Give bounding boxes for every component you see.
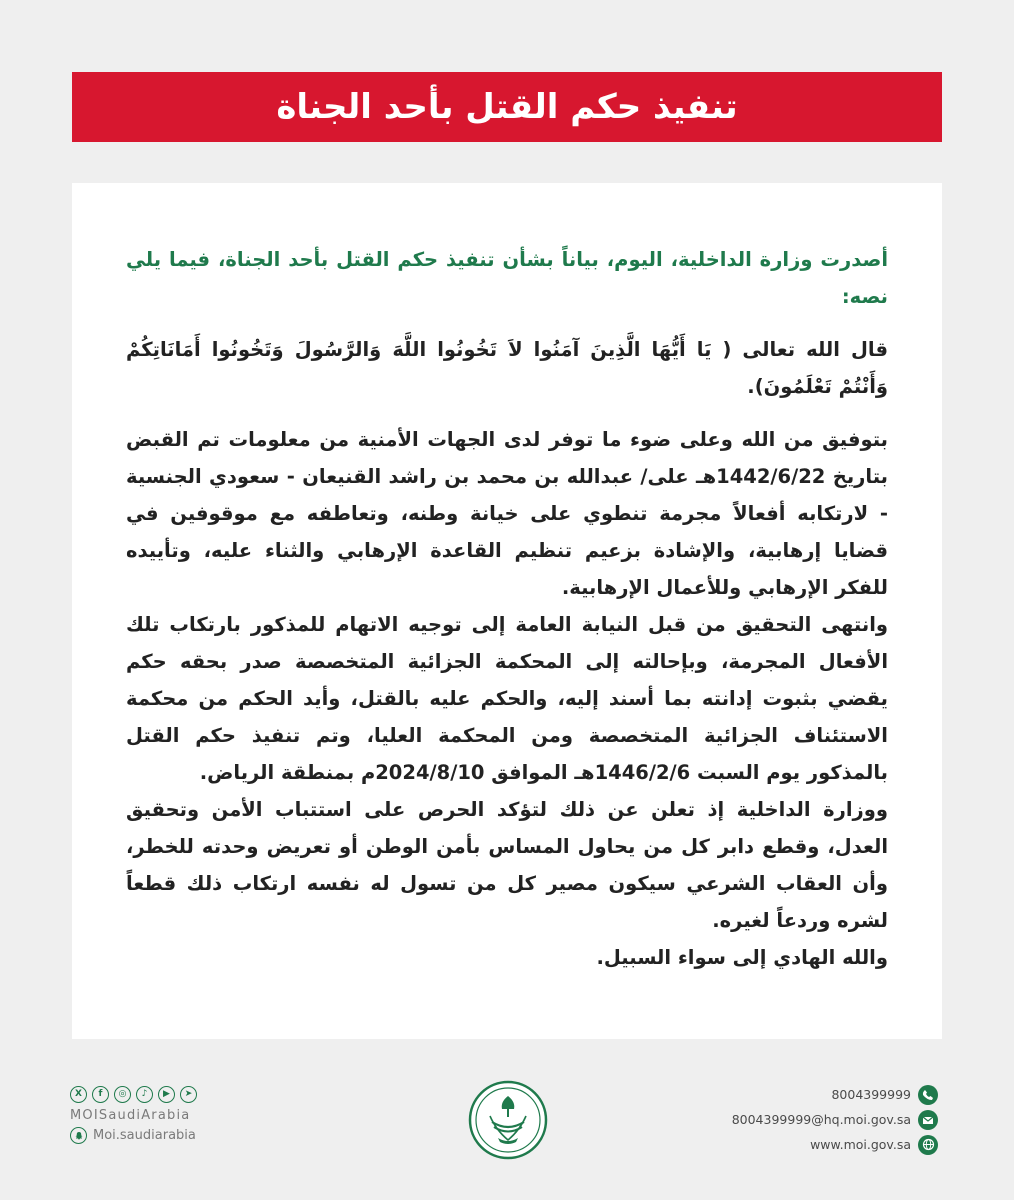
youtube-icon[interactable]: ▶ bbox=[158, 1086, 175, 1103]
social-icons-row bbox=[70, 1086, 250, 1103]
paragraph-verdict: وانتهى التحقيق من قبل النيابة العامة إلى توجيه الاتهام للمذكور بارتكاب تلك الأفعال المجرمة، وبإحالته إلى المحكمة الجزائية المتخصصة صدر بحقه حكم يقضي بثبوت إدانته بما أسند إليه، والحكم عليه بالقتل، وأيد الحكم من محكمة الاستئناف الجزائية المتخصصة ومن المحكمة العليا، وتم تنفيذ حكم القتل بالمذكور يوم السبت 1446/2/6هـ الموافق 2024/8/10م بمنطقة الرياض. bbox=[126, 613, 888, 784]
statement-card bbox=[72, 183, 942, 1039]
email-row[interactable] bbox=[678, 1108, 938, 1131]
email-icon bbox=[918, 1110, 938, 1130]
social-footer bbox=[70, 1086, 250, 1144]
website-row[interactable] bbox=[678, 1133, 938, 1156]
verse-paragraph: قال الله تعالى ( يَا أَيُّهَا الَّذِينَ آمَنُوا لاَ تَخُونُوا اللَّهَ وَالرَّسُولَ وَتَخُونُوا أَمَانَاتِكُمْ وَأَنْتُمْ تَعْلَمُونَ). bbox=[126, 338, 888, 398]
social-handle[interactable]: MOISaudiArabia bbox=[70, 1108, 191, 1123]
closing-line: والله الهادي إلى سواء السبيل. bbox=[596, 946, 888, 969]
page-title: تنفيذ حكم القتل بأحد الجناة bbox=[276, 87, 738, 127]
snapchat-handle: Moi.saudiarabia bbox=[93, 1128, 196, 1143]
globe-icon bbox=[918, 1135, 938, 1155]
email-address: 8004399999@hq.moi.gov.sa bbox=[731, 1112, 911, 1127]
snapchat-icon bbox=[70, 1127, 87, 1144]
paragraph-arrest: بتوفيق من الله وعلى ضوء ما توفر لدى الجهات الأمنية من معلومات تم القبض بتاريخ 1442/6/22هـ على/ عبدالله بن محمد بن راشد القنيعان - سعودي الجنسية - لارتكابه أفعالاً مجرمة تنطوي على خيانة وطنه، وتعاطفه مع موقوفين في قضايا إرهابية، والإشادة بزعيم تنظيم القاعدة الإرهابي والثناء عليه، وتأييده للفكر الإرهابي وللأعمال الإرهابية. bbox=[126, 428, 888, 599]
facebook-icon[interactable]: f bbox=[92, 1086, 109, 1103]
statement-body bbox=[72, 183, 942, 976]
intro-paragraph: أصدرت وزارة الداخلية، اليوم، بياناً بشأن تنفيذ حكم القتل بأحد الجناة، فيما يلي نصه: bbox=[126, 248, 888, 308]
phone-row[interactable] bbox=[678, 1083, 938, 1106]
snapchat-row[interactable] bbox=[70, 1127, 250, 1144]
paragraph-ministry: ووزارة الداخلية إذ تعلن عن ذلك لتؤكد الحرص على استتباب الأمن وتحقيق العدل، وقطع دابر كل من يحاول المساس بأمن الوطن أو تعريض وحدته للخطر، وأن العقاب الشرعي سيكون مصير كل من تسول له نفسه ارتكاب ذلك قطعاً لشره وردعاً لغيره. bbox=[126, 798, 888, 932]
phone-icon bbox=[918, 1085, 938, 1105]
telegram-icon[interactable]: ➤ bbox=[180, 1086, 197, 1103]
instagram-icon[interactable]: ◎ bbox=[114, 1086, 131, 1103]
title-banner bbox=[72, 72, 942, 142]
moi-emblem-icon bbox=[468, 1080, 548, 1160]
website-url: www.moi.gov.sa bbox=[810, 1137, 911, 1152]
x-icon[interactable]: X bbox=[70, 1086, 87, 1103]
contact-footer bbox=[678, 1083, 938, 1158]
phone-number: 8004399999 bbox=[831, 1087, 911, 1102]
tiktok-icon[interactable]: ♪ bbox=[136, 1086, 153, 1103]
